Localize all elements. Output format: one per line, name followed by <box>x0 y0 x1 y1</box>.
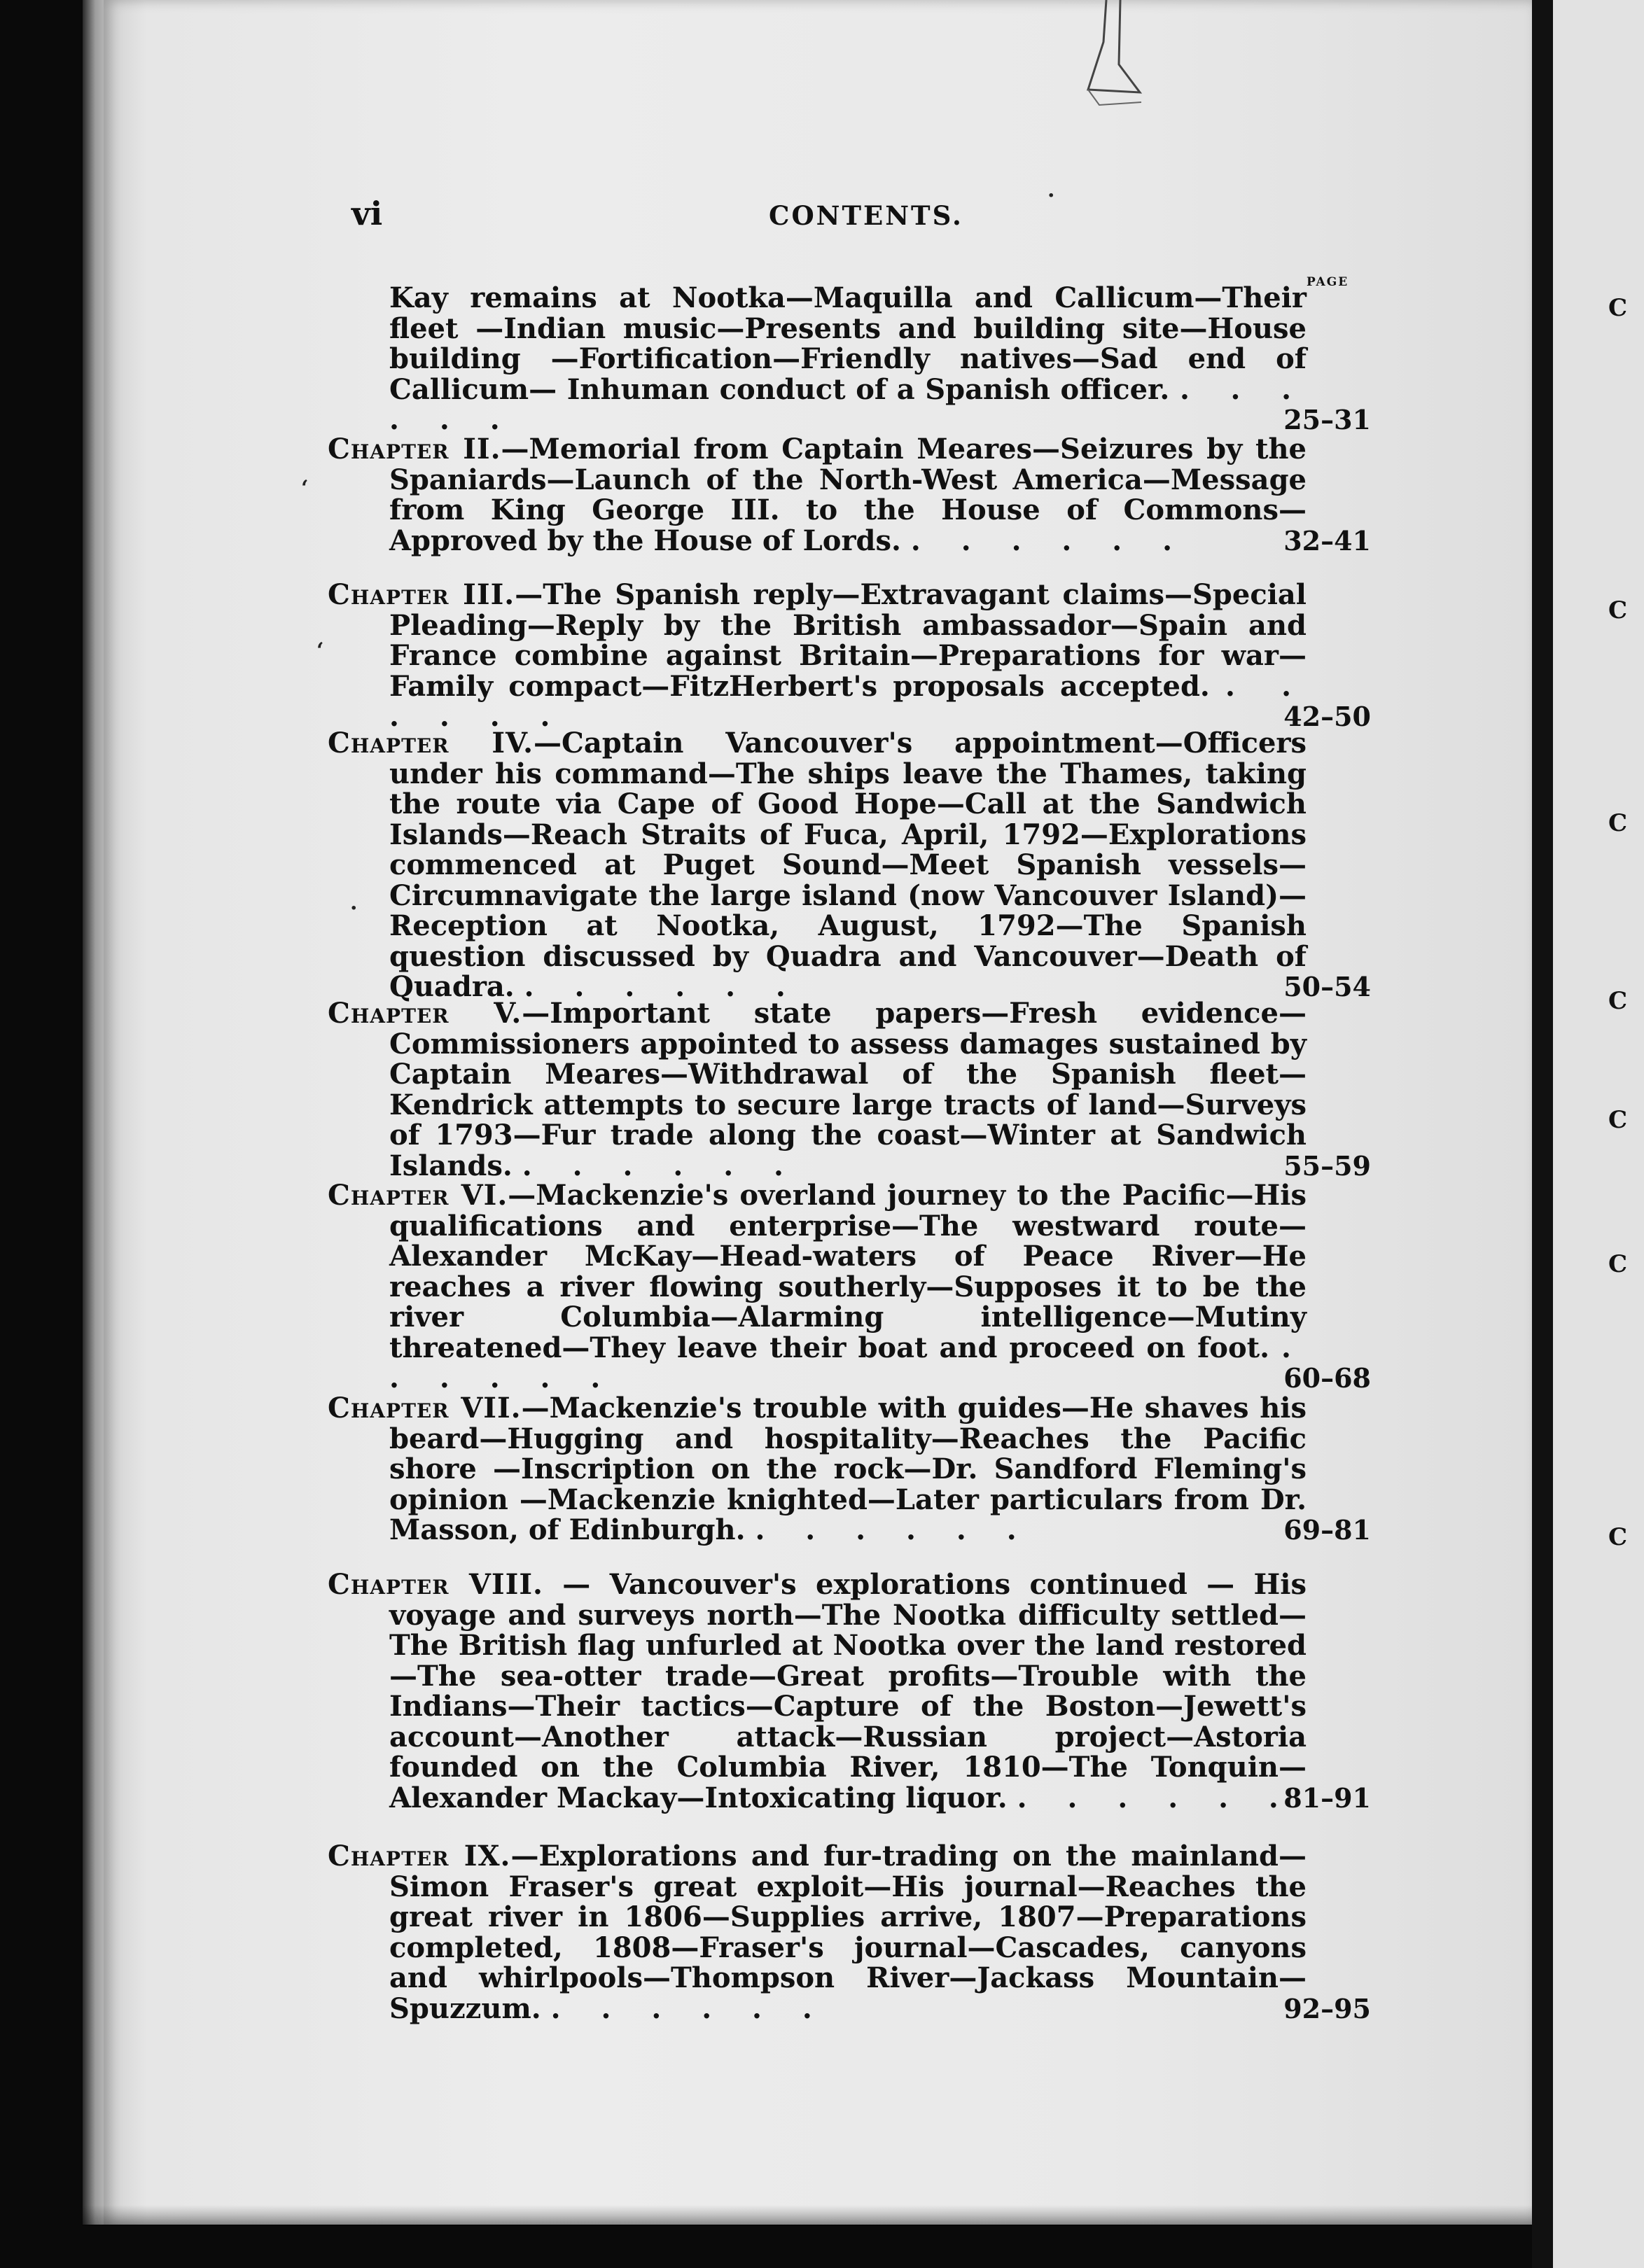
toc-entry <box>328 998 1371 1181</box>
toc-entry-description: Kay remains at Nootka—Maquilla and Callicum—Their fleet —Indian music—Presents and building site—House building —Fortification—Friendly natives—Sad end of Callicum— Inhuman conduct of a Spanish officer. <box>389 281 1307 406</box>
toc-entry-pages: 25–31 <box>1283 404 1371 435</box>
torn-paper-mark <box>1057 0 1148 119</box>
stray-ink-mark: ʻ <box>301 476 309 500</box>
toc-entry <box>328 434 1371 556</box>
page-column-label: PAGE <box>1307 275 1349 289</box>
adjacent-page-letter: C <box>1608 1106 1628 1134</box>
toc-entry-text <box>328 1569 1307 1813</box>
toc-entry-text <box>328 998 1307 1181</box>
stray-ink-mark: · <box>1047 183 1055 208</box>
toc-entry <box>328 1841 1371 2024</box>
chapter-label: Chapter II. <box>328 433 501 465</box>
adjacent-page-letter: C <box>1608 1250 1628 1278</box>
chapter-label: Chapter IX. <box>328 1840 511 1872</box>
toc-entry-text <box>328 434 1307 556</box>
chapter-label: Chapter IV. <box>328 727 534 760</box>
dot-leader: . . . . . . <box>524 970 801 1003</box>
dot-leader: . . . . . . <box>550 1991 828 2025</box>
toc-entry-pages: 42–50 <box>1283 701 1371 732</box>
toc-entry-pages: 55–59 <box>1283 1149 1371 1182</box>
toc-entry-description: —Mackenzie's overland journey to the Pacific—His qualifications and enterprise—The westward route—Alexander McKay—Head-waters of Peace River—He reaches a river flowing southerly—Supposes it to be the river Columbia—Alarming intelligence—Mutiny threatened—They leave their boat and proceed on foot. <box>389 1179 1307 1364</box>
toc-entry-pages: 60–68 <box>1283 1362 1371 1394</box>
toc-entry-text <box>328 1393 1307 1546</box>
toc-entry-text <box>328 1841 1307 2024</box>
toc-entry <box>328 1393 1371 1546</box>
dot-leader: . . . . . . <box>389 669 1307 733</box>
toc-entry-pages: 32–41 <box>1283 524 1371 556</box>
stray-ink-mark: ʻ <box>316 638 324 663</box>
adjacent-page-letter: C <box>1608 809 1628 837</box>
toc-entry-description: —Captain Vancouver's appointment—Officers under his command—The ships leave the Thames, taking the route via Cape of Good Hope—Call at the Sandwich Islands—Reach Straits of Fuca, April, 1792—Explorations commenced at Puget Sound—Meet Spanish vessels—Circumnavigate the large island (now Vancouver Island)—Reception at Nootka, August, 1792—The Spanish question discussed by Quadra and Vancouver—Death of Quadra. <box>389 727 1307 1003</box>
adjacent-page <box>1553 0 1644 2268</box>
toc-entry-pages: 92–95 <box>1283 1992 1371 2024</box>
toc-entry-text <box>328 283 1307 435</box>
running-head: CONTENTS. <box>769 200 963 231</box>
toc-entry-description: —Explorations and fur-trading on the mainland—Simon Fraser's great exploit—His journal—Reaches the great river in 1806—Supplies arrive, 1807—Preparations completed, 1808—Fraser's journal—Cascades, canyons and whirlpools—Thompson River—Jackass Mountain—Spuzzum. <box>389 1840 1307 2025</box>
chapter-label: Chapter VIII. <box>328 1568 543 1601</box>
toc-entry-pages: 69–81 <box>1283 1514 1371 1546</box>
toc-entry <box>328 728 1371 1002</box>
toc-entry-pages: 81–91 <box>1283 1782 1371 1814</box>
toc-entry <box>328 283 1371 435</box>
folio-number: vi <box>351 195 383 232</box>
dot-leader: . . . . . . <box>389 1331 1307 1394</box>
page-gutter <box>1532 0 1553 2268</box>
adjacent-page-letter: C <box>1608 987 1628 1015</box>
toc-entry-text <box>328 1180 1307 1394</box>
toc-entry-text <box>328 580 1307 732</box>
toc-entry <box>328 1180 1371 1394</box>
toc-entry-description: —Memorial from Captain Meares—Seizures by the Spaniards—Launch of the North-West America—Message from King George III. to the House of Commons—Approved by the House of Lords. <box>389 433 1307 557</box>
adjacent-page-letter: C <box>1608 596 1628 624</box>
dot-leader: . . . . . . <box>522 1149 799 1182</box>
chapter-label: Chapter V. <box>328 997 522 1030</box>
toc-entry-description: —The Spanish reply—Extravagant claims—Special Pleading—Reply by the British ambassador—Spain and France combine against Britain—Preparations for war—Family compact—FitzHerbert's proposals accepted. <box>389 578 1307 703</box>
dot-leader: . . . . . . <box>389 372 1307 436</box>
page-bottom-shadow <box>83 2205 1560 2226</box>
toc-entry-text <box>328 728 1307 1002</box>
stray-ink-mark: · <box>350 896 358 920</box>
chapter-label: Chapter VII. <box>328 1392 522 1424</box>
adjacent-page-letter: C <box>1608 294 1628 322</box>
dot-leader: . . . . . . <box>910 524 1188 557</box>
toc-entry <box>328 1569 1371 1813</box>
toc-entry-description: —Mackenzie's trouble with guides—He shaves his beard—Hugging and hospitality—Reaches the Pacific shore —Inscription on the rock—Dr. Sandford Fleming's opinion —Mackenzie knighted—Later particulars from Dr. Masson, of Edinburgh. <box>389 1392 1307 1546</box>
toc-entry-description: — Vancouver's explorations continued — His voyage and surveys north—The Nootka difficulty settled—The British flag unfurled at Nootka over the land restored —The sea-otter trade—Great profits—Trouble with the Indians—Their tactics—Capture of the Boston—Jewett's account—Another attack—Russian project—Astoria founded on the Columbia River, 1810—The Tonquin—Alexander Mackay—Intoxicating liquor. <box>389 1568 1307 1814</box>
dot-leader: . . . . . . <box>1017 1781 1294 1814</box>
chapter-label: Chapter VI. <box>328 1179 508 1212</box>
toc-entry <box>328 580 1371 732</box>
toc-entry-pages: 50–54 <box>1283 971 1371 1002</box>
dot-leader: . . . . . . <box>755 1513 1032 1546</box>
toc-entry-description: —Important state papers—Fresh evidence—Commissioners appointed to assess damages sustained by Captain Meares—Withdrawal of the Spanish fleet—Kendrick attempts to secure large tracts of land—Surveys of 1793—Fur trade along the coast—Winter at Sandwich Islands. <box>389 997 1307 1182</box>
adjacent-page-letter: C <box>1608 1523 1628 1551</box>
chapter-label: Chapter III. <box>328 578 515 611</box>
